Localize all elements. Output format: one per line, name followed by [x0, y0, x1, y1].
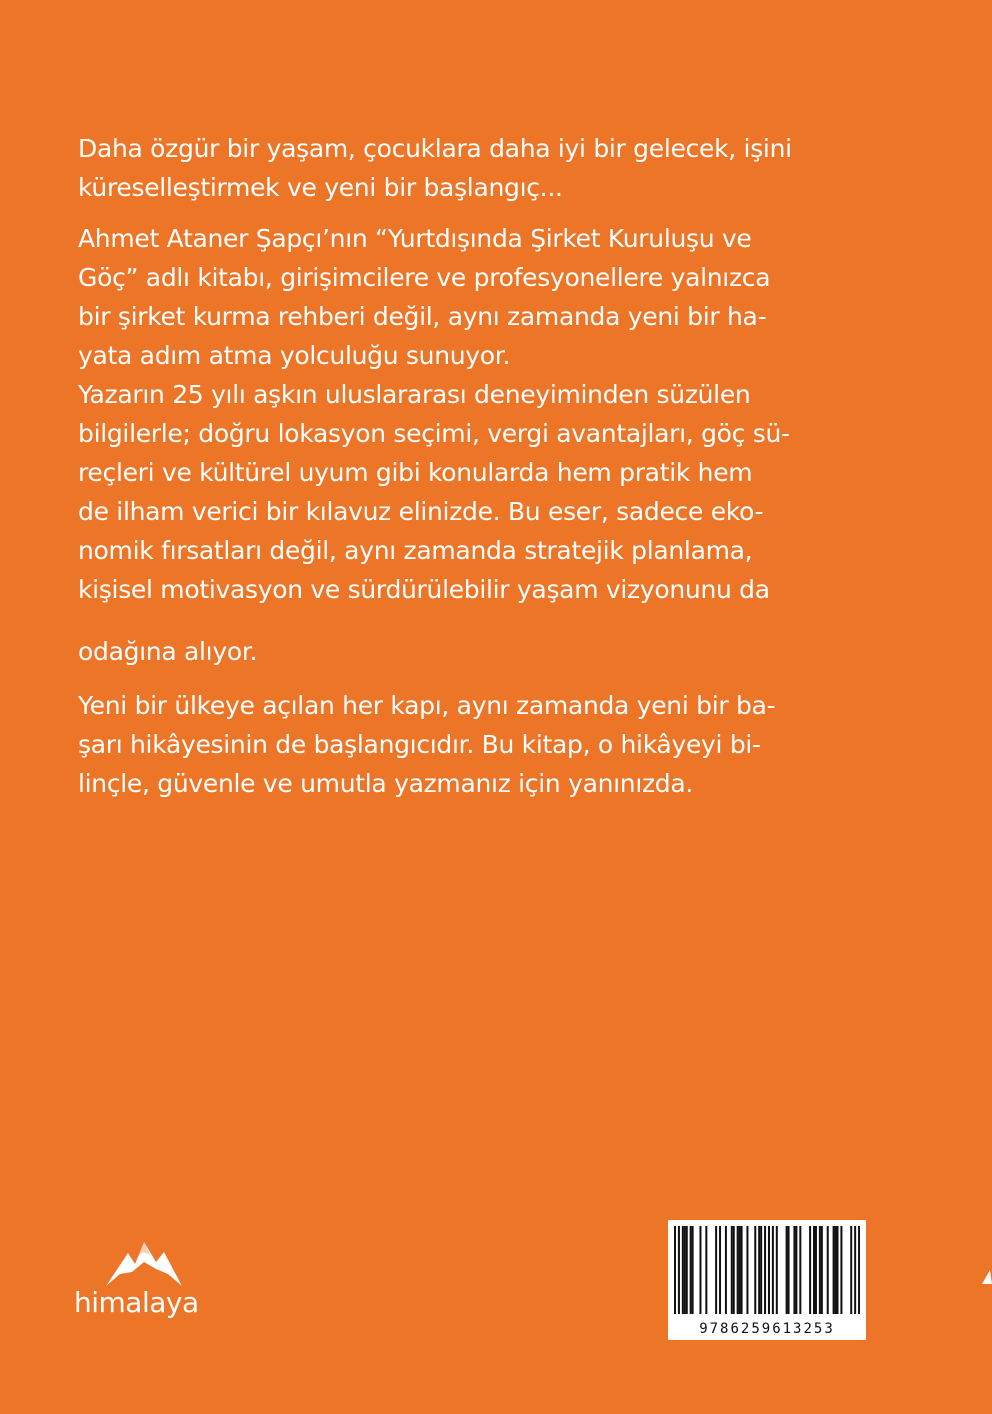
mountain-logo-icon	[104, 1236, 184, 1288]
publisher-logo	[74, 1236, 214, 1326]
barcode-bar	[768, 1226, 770, 1314]
barcode-bar	[799, 1226, 801, 1314]
barcode-bar	[741, 1226, 743, 1314]
blurb-paragraph-2	[78, 219, 878, 375]
isbn-barcode	[668, 1220, 866, 1340]
blurb-line: Göç” adlı kitabı, girişimcilere ve profesyonellere yalnızca	[78, 263, 771, 292]
barcode-bar	[678, 1226, 680, 1314]
barcode-bar	[840, 1226, 842, 1314]
barcode-bar	[793, 1226, 795, 1314]
barcode-bar	[827, 1226, 829, 1314]
blurb-paragraph-1	[78, 129, 878, 207]
blurb-line: nomik fırsatları değil, aynı zamanda stratejik planlama,	[78, 536, 753, 565]
publisher-name: himalaya	[74, 1286, 199, 1319]
barcode-bar	[835, 1226, 837, 1314]
blurb-line: bir şirket kurma rehberi değil, aynı zamanda yeni bir ha-	[78, 302, 767, 331]
barcode-bar	[715, 1226, 717, 1314]
barcode-bar	[788, 1226, 790, 1314]
isbn-number: 9786259613253	[699, 1321, 835, 1337]
barcode-bar	[795, 1226, 797, 1314]
barcode-bar	[760, 1226, 762, 1314]
blurb-line: Yeni bir ülkeye açılan her kapı, aynı zamanda yeni bir ba-	[78, 691, 776, 720]
blurb-line: Yazarın 25 yılı aşkın uluslararası deneyiminden süzülen	[78, 380, 751, 409]
blurb-line: şarı hikâyesinin de başlangıcıdır. Bu kitap, o hikâyeyi bi-	[78, 730, 761, 759]
blurb-paragraph-5	[78, 686, 878, 803]
barcode-bar	[786, 1226, 788, 1314]
barcode-bar	[758, 1226, 760, 1314]
barcode-bar	[813, 1226, 815, 1314]
barcode-bar	[731, 1226, 733, 1314]
barcode-bar	[809, 1226, 811, 1314]
barcode-bar	[684, 1226, 686, 1314]
blurb-paragraph-4	[78, 632, 878, 671]
blurb-line: bilgilerle; doğru lokasyon seçimi, vergi avantajları, göç sü-	[78, 419, 790, 448]
barcode-bar	[725, 1226, 727, 1314]
barcode-bar	[776, 1226, 778, 1314]
barcode-bar	[854, 1226, 856, 1314]
blurb-paragraph-3	[78, 375, 878, 609]
barcode-bar	[858, 1226, 860, 1314]
blurb-line: reçleri ve kültürel uyum gibi konularda hem pratik hem	[78, 458, 753, 487]
barcode-bar	[682, 1226, 684, 1314]
barcode-bar	[833, 1226, 835, 1314]
barcode-bar	[746, 1226, 748, 1314]
edge-mark	[980, 1270, 992, 1284]
barcode-bar	[837, 1226, 839, 1314]
barcode-bar	[733, 1226, 735, 1314]
blurb-line: odağına alıyor.	[78, 637, 258, 666]
blurb-line: linçle, güvenle ve umutla yazmanız için yanınızda.	[78, 769, 694, 798]
barcode-bar	[692, 1226, 694, 1314]
blurb-line: Ahmet Ataner Şapçı’nın “Yurtdışında Şirket Kuruluşu ve	[78, 224, 752, 253]
barcode-bar	[739, 1226, 741, 1314]
barcode-bar	[850, 1226, 852, 1314]
barcode-bar	[699, 1226, 701, 1314]
blurb-line: yata adım atma yolculuğu sunuyor.	[78, 341, 511, 370]
barcode-bar	[821, 1226, 823, 1314]
blurb-line: kişisel motivasyon ve sürdürülebilir yaşam vizyonunu da	[78, 575, 770, 604]
barcode-bar	[737, 1226, 739, 1314]
blurb-text	[78, 129, 878, 803]
barcode-bar	[815, 1226, 817, 1314]
barcode-bar	[674, 1226, 676, 1314]
barcode-bar	[819, 1226, 821, 1314]
barcode-bar	[764, 1226, 766, 1314]
blurb-line: de ilham verici bir kılavuz elinizde. Bu eser, sadece eko-	[78, 497, 764, 526]
barcode-bar	[686, 1226, 688, 1314]
barcode-bar	[705, 1226, 707, 1314]
barcode-bar	[719, 1226, 721, 1314]
barcode-bar	[754, 1226, 756, 1314]
barcode-bar	[772, 1226, 774, 1314]
barcode-bar	[690, 1226, 692, 1314]
blurb-line: Daha özgür bir yaşam, çocuklara daha iyi bir gelecek, işini	[78, 134, 792, 163]
blurb-line: küreselleştirmek ve yeni bir başlangıç...	[78, 173, 563, 202]
barcode-bars	[674, 1226, 860, 1314]
